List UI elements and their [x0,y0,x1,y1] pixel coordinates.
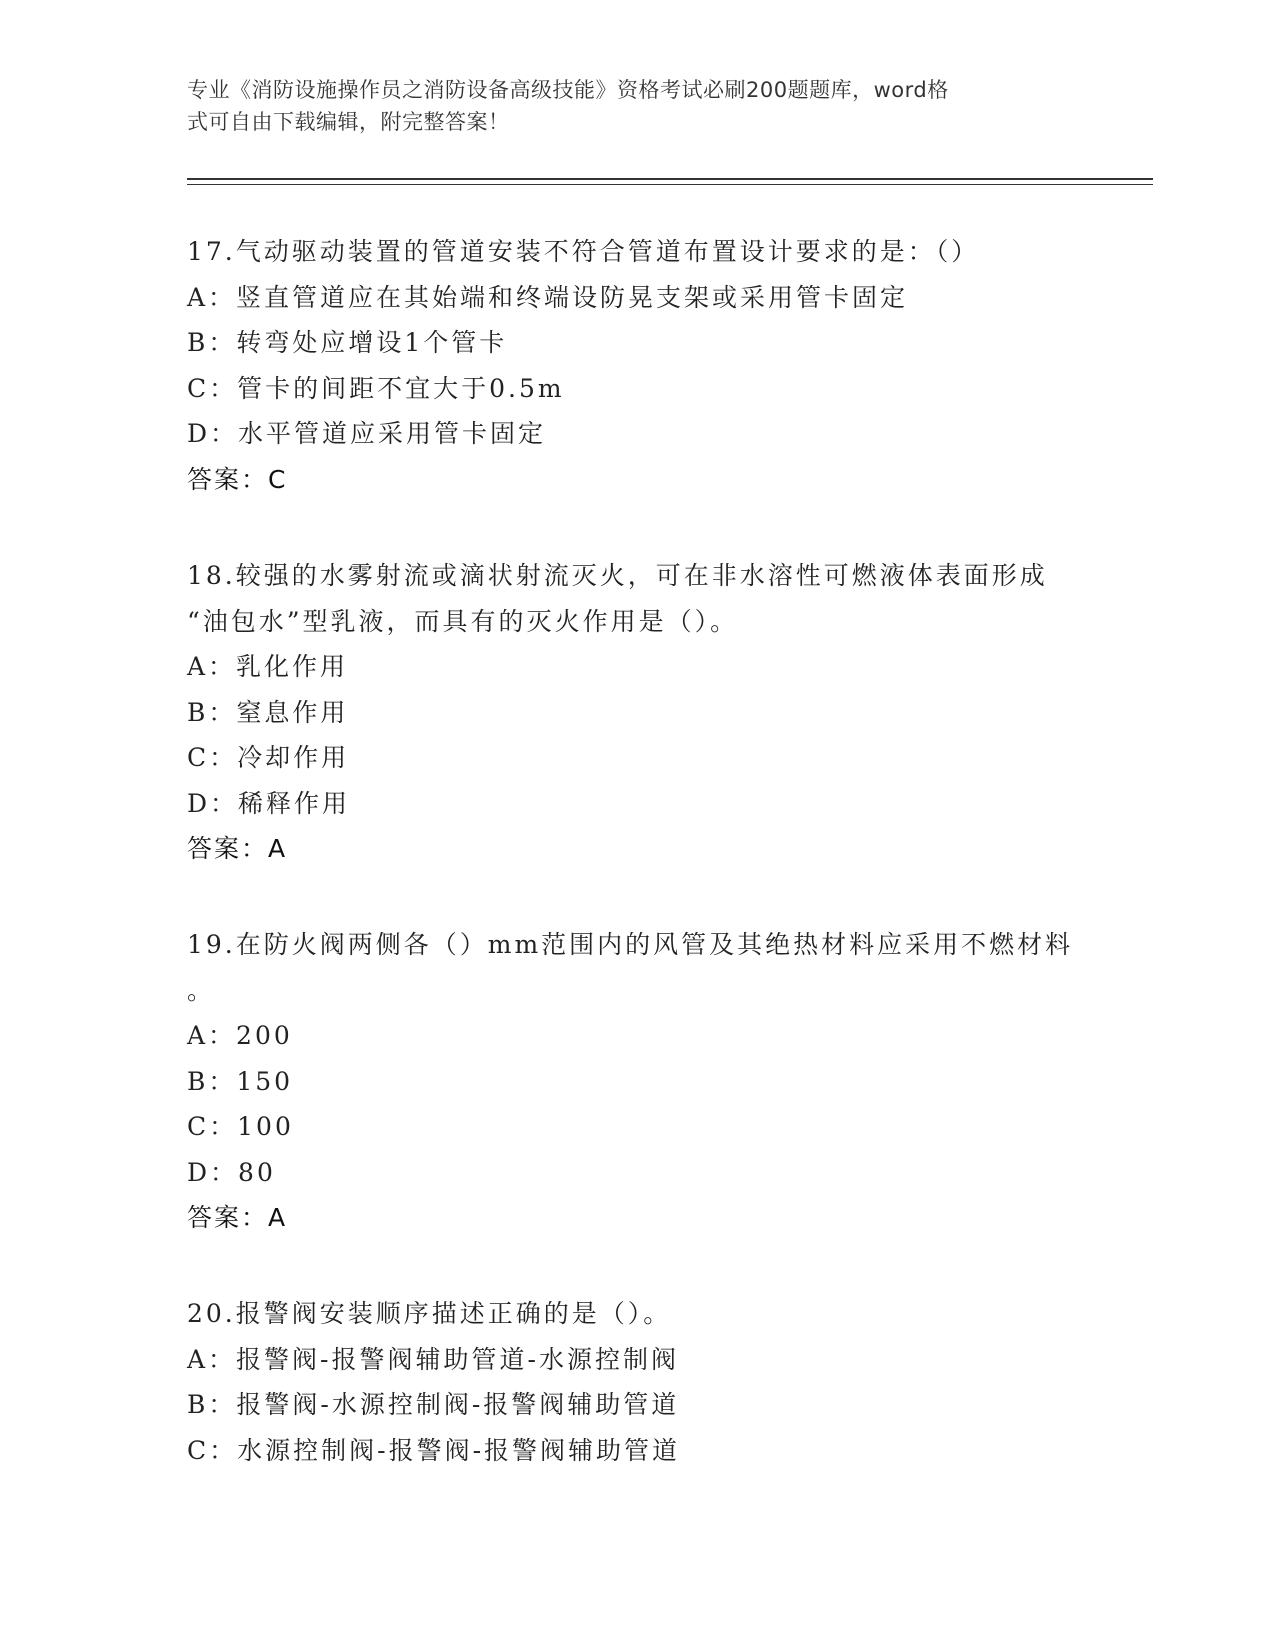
question-stem-continued: 。 [187,975,216,1005]
option-b: B：窒息作用 [187,697,349,727]
option-c: C：100 [187,1112,294,1141]
option-b: B：150 [187,1066,294,1096]
option-d: D：80 [187,1157,276,1187]
answer-label: 答案： [187,1203,269,1232]
document-header [187,74,1087,138]
answer-line [187,1195,1087,1241]
answer-value: A [268,834,287,863]
header-line-2: 式可自由下载编辑，附完整答案！ [187,110,510,134]
option-c: C：水源控制阀-报警阀-报警阀辅助管道 [187,1435,681,1465]
question-stem: 18.较强的水雾射流或滴状射流灭火，可在非水溶性可燃液体表面形成 [187,561,1048,590]
question-20 [187,1291,1087,1473]
answer-value: C [268,464,287,494]
header-divider-thin [187,184,1153,185]
question-stem-continued: “油包水”型乳液，而具有的灭火作用是（）。 [187,606,739,636]
answer-line [187,457,1087,503]
option-b: B：转弯处应增设1个管卡 [187,328,508,357]
option-a: A：200 [187,1021,293,1050]
question-stem: 19.在防火阀两侧各（）mm范围内的风管及其绝热材料应采用不燃材料 [187,930,1074,959]
question-19 [187,922,1087,1241]
option-a: A：报警阀-报警阀辅助管道-水源控制阀 [187,1344,679,1374]
header-line-1: 专业《消防设施操作员之消防设备高级技能》资格考试必刷200题题库，word格 [187,78,949,102]
question-stem: 20.报警阀安装顺序描述正确的是（）。 [187,1299,672,1328]
answer-line [187,826,1087,872]
option-d: D：稀释作用 [187,788,351,818]
answer-value: A [268,1203,287,1232]
option-a: A：乳化作用 [187,652,349,681]
option-d: D：水平管道应采用管卡固定 [187,419,547,448]
option-b: B：报警阀-水源控制阀-报警阀辅助管道 [187,1390,680,1419]
option-c: C：冷却作用 [187,743,350,772]
answer-label: 答案： [187,834,269,863]
question-stem: 17.气动驱动装置的管道安装不符合管道布置设计要求的是：（） [187,237,980,266]
header-divider-thick [187,178,1153,180]
option-a: A：竖直管道应在其始端和终端设防晃支架或采用管卡固定 [187,282,909,312]
question-18 [187,553,1087,872]
option-c: C：管卡的间距不宜大于0.5m [187,373,565,403]
answer-label: 答案： [187,464,269,494]
question-17 [187,229,1087,502]
